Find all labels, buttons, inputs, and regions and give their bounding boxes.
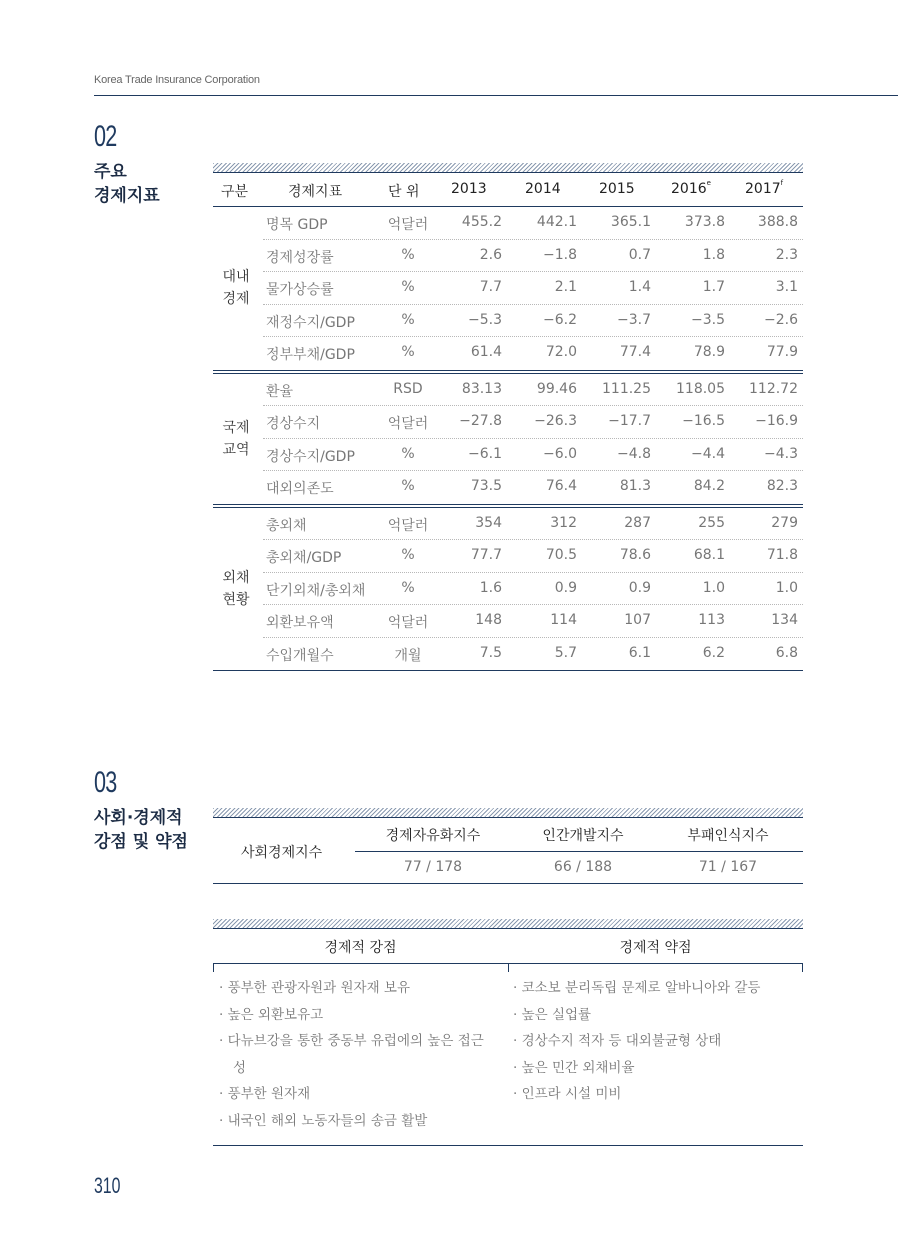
index-value: 66 / 188 <box>553 859 613 875</box>
indicator-value: 6.1 <box>628 644 651 661</box>
indicator-value: 0.9 <box>554 579 577 596</box>
indicator-value: −6.2 <box>543 311 577 328</box>
indicator-value: 78.6 <box>619 547 651 563</box>
indicator-unit: 억달러 <box>387 416 429 432</box>
indicator-name: 수입개월수 <box>266 647 334 664</box>
indicator-name: 총외채 <box>266 517 307 534</box>
index-row-label: 사회경제지수 <box>241 845 323 861</box>
indicator-name: 환율 <box>266 383 294 400</box>
indicator-value: 134 <box>771 612 798 628</box>
indicator-value: 2.1 <box>554 279 577 295</box>
table-row <box>263 439 803 472</box>
indicator-value: −4.8 <box>617 445 651 462</box>
indicator-value: −4.4 <box>691 445 725 462</box>
indicator-value: 6.2 <box>702 644 725 661</box>
indicator-value: 73.5 <box>470 478 502 494</box>
strengths-heading: 경제적 강점 <box>324 940 397 956</box>
weaknesses-list <box>513 975 803 1108</box>
indicator-value: −16.9 <box>755 413 798 429</box>
indicator-name: 명목 GDP <box>266 217 328 233</box>
strength-item: · 다뉴브강을 통한 중동부 유럽에의 높은 접근성 <box>219 1033 484 1076</box>
indicator-value: −6.1 <box>468 445 502 462</box>
indicator-value: 81.3 <box>619 478 651 494</box>
indicator-value: 365.1 <box>610 214 651 230</box>
indicator-value: 455.2 <box>461 214 502 230</box>
indicator-value: 6.8 <box>775 644 798 661</box>
indicator-value: 1.7 <box>702 279 725 295</box>
indicator-value: 1.8 <box>702 246 725 263</box>
indicator-unit: % <box>401 547 415 563</box>
table-row <box>263 471 803 504</box>
indicator-value: 279 <box>771 514 798 531</box>
indicator-value: −1.8 <box>543 246 577 263</box>
table-row <box>263 508 803 541</box>
index-header: 인간개발지수 <box>542 828 624 844</box>
indicator-value: 113 <box>698 612 725 628</box>
indicator-value: 3.1 <box>775 279 798 295</box>
table-row <box>263 272 803 305</box>
indicator-unit: RSD <box>393 380 423 397</box>
indicator-unit: 개월 <box>394 647 422 664</box>
indicator-value: 111.25 <box>602 380 651 397</box>
indicator-value: 112.72 <box>749 380 798 397</box>
indicator-value: 354 <box>475 514 502 531</box>
indicator-value: −4.3 <box>764 445 798 462</box>
weakness-item: · 높은 민간 외채비율 <box>513 1059 635 1076</box>
indicator-name: 총외채/GDP <box>266 550 342 566</box>
index-divider <box>355 851 803 852</box>
column-header: 단 위 <box>388 184 420 200</box>
indicator-value: 114 <box>550 612 577 628</box>
indicator-value: 84.2 <box>693 478 725 494</box>
indicator-value: 442.1 <box>536 214 577 230</box>
table-row <box>263 638 803 671</box>
indicator-value: 1.6 <box>479 579 502 596</box>
group-label: 국제 교역 <box>222 419 250 458</box>
group-label: 대내 경제 <box>222 269 250 308</box>
indicator-unit: 억달러 <box>387 615 429 631</box>
indicator-value: 148 <box>475 612 502 628</box>
strength-item: · 내국인 해외 노동자들의 송금 활발 <box>219 1112 428 1129</box>
indicator-value: 77.4 <box>619 344 651 360</box>
indicator-value: −3.7 <box>617 311 651 328</box>
column-header: 경제지표 <box>288 184 343 200</box>
indicator-value: −6.0 <box>543 445 577 462</box>
section-title: 사회·경제적 강점 및 약점 <box>94 808 188 852</box>
section-number: 03 <box>94 766 117 799</box>
indicator-value: 77.7 <box>470 547 502 563</box>
indicator-value: 61.4 <box>470 344 502 360</box>
indicator-name: 단기외채/총외채 <box>266 582 366 599</box>
table-row <box>263 374 803 407</box>
strength-item: · 풍부한 원자재 <box>219 1086 311 1102</box>
indicator-value: 7.5 <box>479 644 502 661</box>
indicator-value: 118.05 <box>676 380 725 397</box>
indicator-value: 77.9 <box>766 344 798 360</box>
table-bottom-rule <box>213 670 803 671</box>
indicator-unit: % <box>401 579 415 596</box>
indicator-value: −3.5 <box>691 311 725 328</box>
indicator-value: −17.7 <box>608 413 651 429</box>
indicator-name: 물가상승률 <box>266 282 334 298</box>
strength-item: · 높은 외환보유고 <box>219 1006 324 1023</box>
section-title: 주요 경제지표 <box>94 162 160 206</box>
indicator-value: 1.0 <box>775 579 798 596</box>
column-footnote-mark: f <box>780 179 784 187</box>
table-row <box>263 337 803 370</box>
table-row <box>263 240 803 273</box>
strengths-list <box>219 975 494 1134</box>
indicator-value: −27.8 <box>459 413 502 429</box>
weaknesses-heading: 경제적 약점 <box>619 940 692 956</box>
socioeconomic-index-table <box>213 818 803 884</box>
indicator-value: 7.7 <box>479 279 502 295</box>
table-body <box>213 207 803 671</box>
weakness-item: · 코소보 분리독립 문제로 알바니아와 갈등 <box>513 980 761 996</box>
indicator-value: 0.7 <box>628 246 651 263</box>
indicator-value: 99.46 <box>536 380 577 397</box>
indicator-value: −2.6 <box>764 311 798 328</box>
page-number: 310 <box>94 1173 121 1198</box>
indicator-value: 2.3 <box>775 246 798 263</box>
indicator-unit: 억달러 <box>387 517 429 534</box>
indicator-unit: % <box>401 445 415 462</box>
indicator-value: 68.1 <box>693 547 725 563</box>
column-header: 2016e <box>671 179 711 197</box>
index-value: 71 / 167 <box>698 859 758 875</box>
indicator-value: 72.0 <box>545 344 577 360</box>
indicator-value: 82.3 <box>766 478 798 494</box>
column-footnote-mark: e <box>706 179 711 187</box>
indicator-name: 정부부채/GDP <box>266 347 355 363</box>
indicator-value: 107 <box>624 612 651 628</box>
table-group <box>213 374 803 504</box>
header-org: Korea Trade Insurance Corporation <box>94 74 260 86</box>
table-group <box>213 508 803 671</box>
weakness-item: · 인프라 시설 미비 <box>513 1086 622 1102</box>
indicator-value: 71.8 <box>766 547 798 563</box>
indicator-name: 재정수지/GDP <box>266 314 355 331</box>
column-header: 2013 <box>451 181 487 197</box>
table-row <box>263 305 803 338</box>
sw-tick <box>508 963 509 972</box>
indicator-value: 2.6 <box>479 246 502 263</box>
indicator-value: −26.3 <box>534 413 577 429</box>
group-label: 외채 현황 <box>222 569 250 608</box>
indicator-value: 287 <box>624 514 651 531</box>
indicator-value: 255 <box>698 514 725 531</box>
indicator-value: 0.9 <box>628 579 651 596</box>
indicator-name: 외환보유액 <box>266 615 334 631</box>
table-row <box>263 207 803 240</box>
index-value: 77 / 178 <box>403 859 463 875</box>
indicator-unit: % <box>401 279 415 295</box>
indicator-value: −16.5 <box>682 413 725 429</box>
indicator-unit: % <box>401 311 415 328</box>
indicator-name: 경상수지/GDP <box>266 448 355 465</box>
indicator-name: 경상수지 <box>266 416 321 432</box>
index-header: 부패인식지수 <box>687 828 769 844</box>
indicator-name: 경제성장률 <box>266 249 334 266</box>
index-header: 경제자유화지수 <box>385 828 481 844</box>
strength-item: · 풍부한 관광자원과 원자재 보유 <box>219 980 410 996</box>
table-row <box>263 406 803 439</box>
table-row <box>263 573 803 606</box>
indicator-value: 76.4 <box>545 478 577 494</box>
economic-indicators-table <box>213 173 803 671</box>
indicator-unit: % <box>401 246 415 263</box>
table-hatch-bar <box>213 919 803 929</box>
indicator-unit: % <box>401 344 415 360</box>
column-header: 2015 <box>599 181 635 197</box>
header-divider <box>94 95 898 96</box>
indicator-value: 1.0 <box>702 579 725 596</box>
indicator-value: 312 <box>550 514 577 531</box>
table-hatch-bar <box>213 163 803 173</box>
table-row <box>263 540 803 573</box>
weakness-item: · 경상수지 적자 등 대외불균형 상태 <box>513 1033 722 1049</box>
indicator-value: 373.8 <box>684 214 725 230</box>
indicator-value: 70.5 <box>545 547 577 563</box>
table-header <box>213 173 803 207</box>
column-header: 2014 <box>525 181 561 197</box>
indicator-value: 5.7 <box>554 644 577 661</box>
indicator-value: −5.3 <box>468 311 502 328</box>
indicator-value: 83.13 <box>461 380 502 397</box>
table-group <box>213 207 803 370</box>
weakness-item: · 높은 실업률 <box>513 1006 592 1023</box>
table-hatch-bar <box>213 808 803 818</box>
sw-tick <box>213 963 214 972</box>
column-header: 구분 <box>221 184 249 200</box>
strengths-weaknesses-table <box>213 929 803 1146</box>
sw-tick <box>802 963 803 972</box>
column-header: 2017$^f$ <box>745 179 784 197</box>
indicator-value: 388.8 <box>757 214 798 230</box>
section-number: 02 <box>94 120 117 153</box>
table-row <box>263 605 803 638</box>
indicator-unit: % <box>401 478 415 494</box>
indicator-unit: 억달러 <box>387 217 429 233</box>
indicator-name: 대외의존도 <box>266 481 334 497</box>
indicator-value: 1.4 <box>628 279 651 295</box>
indicator-value: 78.9 <box>693 344 725 360</box>
